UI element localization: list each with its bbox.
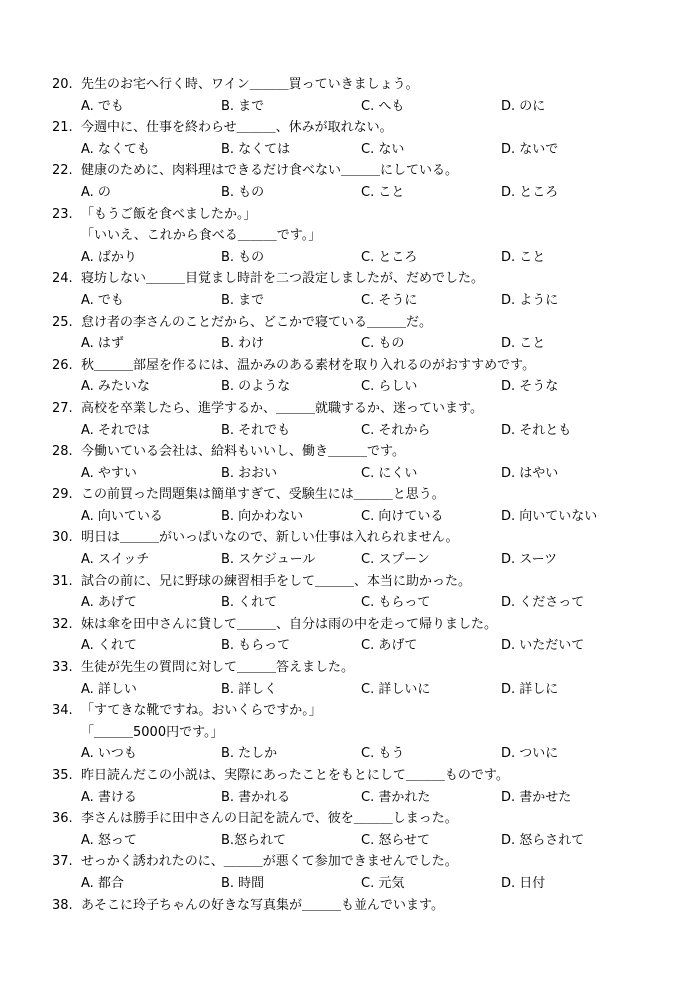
option-a[interactable]: A. なくても	[81, 141, 150, 157]
option-a[interactable]: A. いつも	[81, 746, 137, 762]
option-c[interactable]: C. もう	[361, 746, 405, 762]
option-a[interactable]: A. くれて	[81, 638, 137, 654]
option-d[interactable]: D. 向いていない	[501, 508, 598, 524]
option-a[interactable]: A. 怒って	[81, 832, 137, 848]
question-3	[0, 204, 681, 269]
question-text: 「もうご飯を食べましたか。」	[81, 206, 257, 222]
question-stem	[0, 312, 681, 334]
question-text: 妹は傘を田中さんに貸して＿＿＿、自分は雨の中を走って帰りました。	[81, 616, 498, 632]
option-a[interactable]: A. 向いている	[81, 508, 163, 524]
question-number: 24.	[52, 271, 73, 287]
option-d[interactable]: D. いただいて	[501, 638, 585, 654]
question-text: 健康のために、肉料理はできるだけ食べない＿＿＿にしている。	[81, 163, 459, 179]
question-number: 26.	[52, 357, 73, 373]
option-a[interactable]: A. やすい	[81, 465, 137, 481]
options-row	[0, 290, 681, 312]
question-number: 27.	[52, 400, 73, 416]
question-stem	[0, 657, 681, 679]
question-stem	[0, 851, 681, 873]
option-b[interactable]: B.怒られて	[221, 832, 287, 848]
question-stem-continued	[0, 722, 681, 744]
question-stem	[0, 441, 681, 463]
question-text: 先生のお宅へ行く時、ワイン＿＿＿買っていきましょう。	[81, 77, 419, 92]
option-a[interactable]: A. 都合	[81, 875, 124, 891]
question-18	[0, 895, 681, 917]
question-number: 21.	[52, 120, 73, 136]
question-1	[0, 117, 681, 160]
option-b[interactable]: B. もらって	[221, 638, 291, 654]
option-b[interactable]: B. 向かわない	[221, 508, 304, 524]
option-a[interactable]: A. はず	[81, 336, 124, 352]
options-row	[0, 247, 681, 269]
option-b[interactable]: B. まで	[221, 98, 265, 114]
question-0	[0, 74, 681, 117]
option-d[interactable]: D. ないで	[501, 141, 559, 157]
option-a[interactable]: A. 詳しい	[81, 681, 137, 697]
question-text: あそこに玲子ちゃんの好きな写真集が＿＿＿も並んでいます。	[81, 897, 444, 913]
question-5	[0, 312, 681, 355]
option-d[interactable]: D. スーツ	[501, 552, 558, 568]
question-text: 昨日読んだこの小説は、実際にあったことをもとにして＿＿＿ものです。	[81, 768, 509, 783]
question-stem	[0, 160, 681, 182]
question-number: 22.	[52, 163, 73, 179]
question-8	[0, 441, 681, 484]
option-d[interactable]: D. 怒らされて	[501, 832, 585, 848]
options-row	[0, 376, 681, 398]
question-stem	[0, 204, 681, 226]
options-row	[0, 549, 681, 571]
option-c[interactable]: C. へも	[361, 98, 405, 114]
options-row	[0, 787, 681, 809]
question-number: 37.	[52, 854, 73, 870]
question-text: 生徒が先生の質問に対して＿＿＿答えました。	[81, 660, 355, 676]
option-c[interactable]: C. それから	[361, 422, 431, 438]
option-c[interactable]: C. 怒らせて	[361, 832, 430, 848]
question-11	[0, 571, 681, 614]
option-c[interactable]: C. ところ	[361, 249, 418, 265]
option-c[interactable]: C. もらって	[361, 595, 431, 611]
option-c[interactable]: C. ない	[361, 141, 405, 157]
question-number: 23.	[52, 206, 73, 222]
option-d[interactable]: D. くださって	[501, 595, 585, 611]
question-6	[0, 355, 681, 398]
option-d[interactable]: D. のに	[501, 98, 546, 114]
question-4	[0, 268, 681, 311]
option-d[interactable]: D. ところ	[501, 184, 559, 200]
question-number: 30.	[52, 530, 73, 546]
option-b[interactable]: B. スケジュール	[221, 552, 316, 568]
option-d[interactable]: D. こと	[501, 336, 546, 352]
question-text: 「いいえ、これから食べる＿＿＿です。」	[81, 228, 322, 244]
option-d[interactable]: D. それとも	[501, 422, 572, 438]
option-b[interactable]: B. のような	[221, 379, 291, 395]
question-stem	[0, 484, 681, 506]
option-b[interactable]: B. それでも	[221, 422, 291, 438]
option-d[interactable]: D. こと	[501, 249, 546, 265]
option-b[interactable]: B. なくては	[221, 141, 291, 157]
option-b[interactable]: B. たしか	[221, 746, 278, 762]
question-14	[0, 700, 681, 765]
question-16	[0, 808, 681, 851]
question-number: 31.	[52, 573, 73, 589]
option-b[interactable]: B. もの	[221, 249, 265, 265]
option-c[interactable]: C. こと	[361, 184, 405, 200]
question-stem	[0, 117, 681, 139]
question-stem	[0, 355, 681, 377]
question-stem	[0, 268, 681, 290]
question-stem	[0, 614, 681, 636]
question-number: 28.	[52, 444, 73, 460]
option-d[interactable]: D. 日付	[501, 875, 546, 891]
option-a[interactable]: A. それでは	[81, 422, 150, 438]
options-row	[0, 679, 681, 701]
question-number: 25.	[52, 314, 73, 330]
question-number: 29.	[52, 487, 73, 503]
options-row	[0, 463, 681, 485]
option-d[interactable]: D. 詳しに	[501, 681, 559, 697]
options-row	[0, 830, 681, 852]
option-b[interactable]: B. くれて	[221, 595, 278, 611]
option-a[interactable]: A. あげて	[81, 595, 137, 611]
options-row	[0, 873, 681, 895]
question-2	[0, 160, 681, 203]
question-text: 試合の前に、兄に野球の練習相手をして＿＿＿、本当に助かった。	[81, 573, 472, 589]
option-a[interactable]: A. スイッチ	[81, 552, 150, 568]
question-12	[0, 614, 681, 657]
question-15	[0, 765, 681, 808]
question-text: 明日は＿＿＿がいっぱいなので、新しい仕事は入れられません。	[81, 530, 459, 546]
option-b[interactable]: B. 時間	[221, 875, 265, 891]
question-text: 秋＿＿＿部屋を作るには、温かみのある素材を取り入れるのがおすすめです。	[81, 357, 536, 373]
question-stem-continued	[0, 225, 681, 247]
options-row	[0, 182, 681, 204]
question-7	[0, 398, 681, 441]
question-number: 35.	[52, 768, 73, 783]
question-number: 36.	[52, 811, 73, 827]
option-a[interactable]: A. 書ける	[81, 789, 137, 805]
option-c[interactable]: C. スプーン	[361, 552, 430, 568]
option-d[interactable]: D. そうな	[501, 379, 559, 395]
question-stem	[0, 808, 681, 830]
option-c[interactable]: C. 書かれた	[361, 789, 431, 805]
options-row	[0, 420, 681, 442]
option-a[interactable]: A. でも	[81, 98, 124, 114]
question-text: 今働いている会社は、給料もいいし、働き＿＿＿です。	[81, 444, 405, 460]
option-d[interactable]: D. 書かせた	[501, 789, 572, 805]
option-b[interactable]: B. 詳しく	[221, 681, 278, 697]
question-text: せっかく誘われたのに、＿＿＿が悪くて参加できませんでした。	[81, 854, 458, 870]
option-a[interactable]: A. の	[81, 184, 111, 200]
option-c[interactable]: C. 向けている	[361, 508, 444, 524]
question-text: 「すてきな靴ですね。おいくらですか。」	[81, 703, 322, 719]
option-b[interactable]: B. おおい	[221, 465, 278, 481]
options-row	[0, 506, 681, 528]
question-stem	[0, 571, 681, 593]
option-c[interactable]: C. そうに	[361, 292, 418, 308]
option-c[interactable]: C. もの	[361, 336, 405, 352]
option-c[interactable]: C. あげて	[361, 638, 418, 654]
options-row	[0, 592, 681, 614]
question-9	[0, 484, 681, 527]
question-text: 寝坊しない＿＿＿目覚まし時計を二つ設定しましたが、だめでした。	[81, 271, 485, 287]
question-text: この前買った問題集は簡単すぎて、受験生には＿＿＿と思う。	[81, 487, 445, 503]
question-text: 高校を卒業したら、進学するか、＿＿＿就職するか、迷っています。	[81, 400, 483, 416]
option-b[interactable]: B. まで	[221, 292, 265, 308]
question-13	[0, 657, 681, 700]
option-d[interactable]: D. ついに	[501, 746, 559, 762]
options-row	[0, 635, 681, 657]
question-text: 「＿＿＿5000円です。」	[81, 724, 224, 740]
options-row	[0, 96, 681, 118]
option-b[interactable]: B. 書かれる	[221, 789, 291, 805]
option-b[interactable]: B. わけ	[221, 336, 265, 352]
option-a[interactable]: A. でも	[81, 292, 124, 308]
option-c[interactable]: C. にくい	[361, 465, 418, 481]
question-number: 32.	[52, 616, 73, 632]
option-c[interactable]: C. 元気	[361, 875, 405, 891]
question-stem	[0, 74, 681, 96]
question-stem	[0, 398, 681, 420]
question-number: 20.	[52, 77, 73, 92]
question-number: 34.	[52, 703, 73, 719]
question-stem	[0, 527, 681, 549]
option-b[interactable]: B. もの	[221, 184, 265, 200]
question-stem	[0, 700, 681, 722]
options-row	[0, 333, 681, 355]
option-a[interactable]: A. みたいな	[81, 379, 150, 395]
question-sheet	[0, 74, 681, 916]
question-text: 李さんは勝手に田中さんの日記を読んで、彼を＿＿＿しまった。	[81, 811, 458, 827]
question-10	[0, 527, 681, 570]
question-number: 38.	[52, 897, 73, 913]
option-a[interactable]: A. ばかり	[81, 249, 137, 265]
question-number: 33.	[52, 660, 73, 676]
option-d[interactable]: D. ように	[501, 292, 559, 308]
option-c[interactable]: C. らしい	[361, 379, 418, 395]
question-stem	[0, 895, 681, 917]
options-row	[0, 743, 681, 765]
question-text: 怠け者の李さんのことだから、どこかで寝ている＿＿＿だ。	[81, 314, 433, 330]
option-d[interactable]: D. はやい	[501, 465, 559, 481]
options-row	[0, 139, 681, 161]
question-stem	[0, 765, 681, 787]
option-c[interactable]: C. 詳しいに	[361, 681, 431, 697]
question-17	[0, 851, 681, 894]
question-text: 今週中に、仕事を終わらせ＿＿＿、休みが取れない。	[81, 120, 393, 136]
